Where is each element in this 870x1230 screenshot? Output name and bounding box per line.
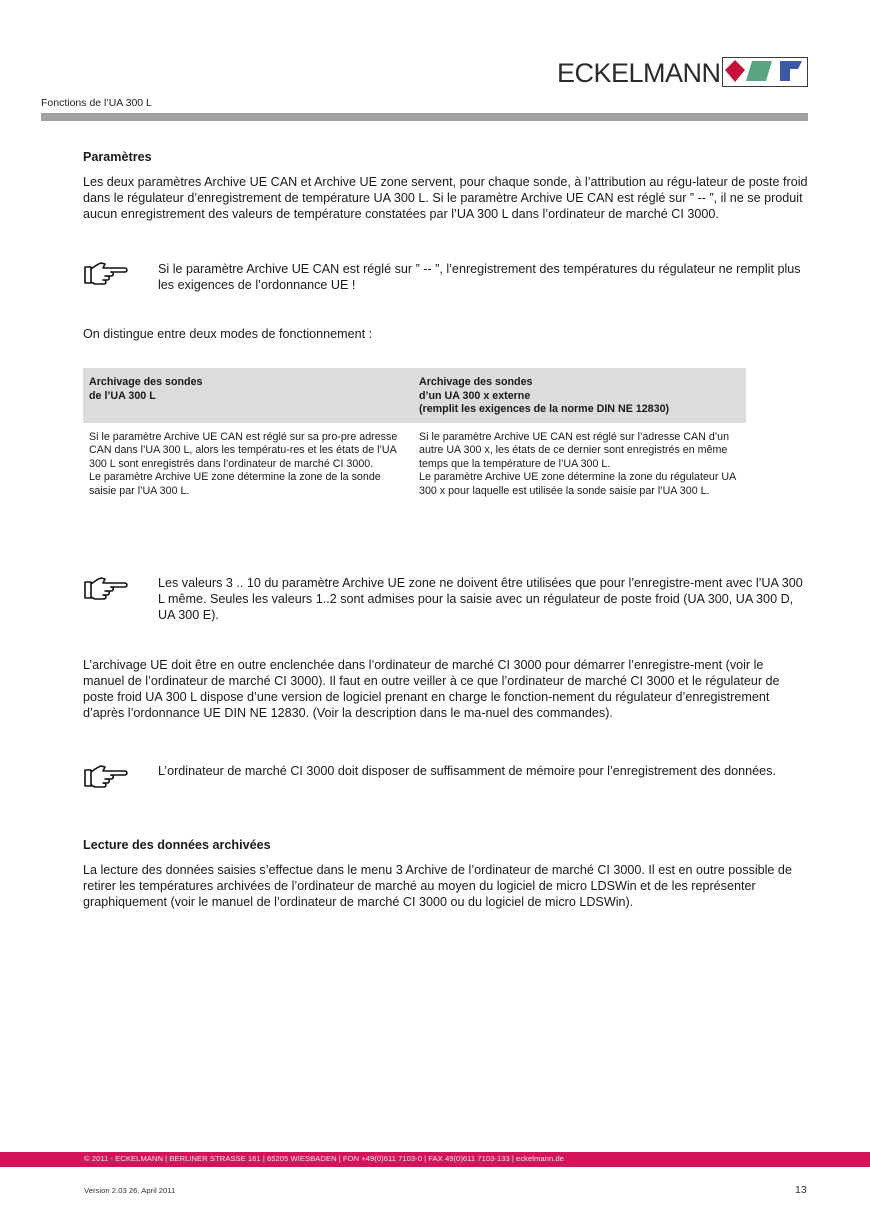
table-cell: Si le paramètre Archive UE CAN est réglé sur l’adresse CAN d’un autre UA 300 x, les états de ce dernier sont enregistrés en même temps que la température de l’UA 300 L. Le paramètre Archive UE zone détermine la zone du régulateur UA 300 x pour laquelle est utilisée la sonde saisie par l’UA 300 L. bbox=[419, 430, 736, 497]
lecture-heading: Lecture des données archivées bbox=[83, 838, 271, 852]
table-header-cell: Archivage des sondes d’un UA 300 x externe (remplit les exigences de la norme DIN NE 12830) bbox=[413, 368, 746, 423]
pointing-hand-icon bbox=[83, 764, 129, 790]
archivage-paragraph: L’archivage UE doit être en outre enclenchée dans l’ordinateur de marché CI 3000 pour démarrer l’enregistre-ment (voir le manuel de l’ordinateur de marché CI 3000). Il faut en outre veiller à ce que l’ordinateur de marché CI 3000 et le régulateur de poste froid UA 300 L dispose d’une version de logiciel prenant en charge le fonction-nement du régulateur d’enregistrement d’après l’ordonnance UE DIN NE 12830. (Voir la description dans le ma-nuel des commandes). bbox=[83, 658, 780, 720]
table-cell: Si le paramètre Archive UE CAN est réglé sur sa pro-pre adresse CAN dans l’UA 300 L, alors les températu-res et les états de l’UA 300 L sont enregistrés dans l’ordinateur de marché CI 3000. Le paramètre Archive UE zone détermine la zone de la sonde saisie par l’UA 300 L. bbox=[89, 430, 398, 497]
modes-table bbox=[83, 368, 746, 498]
lecture-paragraph: La lecture des données saisies s’effectue dans le menu 3 Archive de l’ordinateur de marché CI 3000. Il est en outre possible de retirer les températures archivées de l’ordinateur de marché au moyen du logiciel de micro LDSWin et de les représenter graphiquement (voir le manuel de l’ordinateur de marché CI 3000 ou du logiciel de micro LDSWin). bbox=[83, 863, 792, 909]
table-header-row bbox=[83, 368, 746, 423]
header-divider-bar bbox=[41, 113, 808, 121]
page-number: 13 bbox=[795, 1184, 807, 1196]
note-text: Les valeurs 3 .. 10 du paramètre Archive UE zone ne doivent être utilisées que pour l’enregistre-ment avec l’UA 300 L même. Seules les valeurs 1..2 sont admises pour la saisie avec un régulateur de poste froid (UA 300, UA 300 D, UA 300 E). bbox=[158, 576, 803, 622]
table-row bbox=[83, 423, 746, 499]
pointing-hand-icon bbox=[83, 261, 129, 287]
eckelmann-logo-icon bbox=[722, 57, 808, 87]
parametres-heading: Paramètres bbox=[83, 150, 152, 164]
pointing-hand-icon bbox=[83, 576, 129, 602]
note-text: L’ordinateur de marché CI 3000 doit disposer de suffisamment de mémoire pour l’enregistrement des données. bbox=[158, 764, 776, 778]
table-header-cell: Archivage des sondes de l’UA 300 L bbox=[83, 368, 413, 423]
company-logo-text: ECKELMANN bbox=[557, 58, 721, 88]
modes-intro: On distingue entre deux modes de fonctionnement : bbox=[83, 327, 373, 341]
footer-copyright: © 2011 - ECKELMANN | BERLINER STRASSE 161 | 65205 WIESBADEN | FON +49(0)611 7103-0 | FAX 49(0)611 7103-133 | eckelmann.de bbox=[84, 1154, 564, 1163]
note-text: Si le paramètre Archive UE CAN est réglé sur ” -- ”, l’enregistrement des températures du régulateur ne remplit plus les exigences de l’ordonnance UE ! bbox=[158, 262, 801, 292]
section-title: Fonctions de l’UA 300 L bbox=[41, 97, 152, 109]
parametres-paragraph: Les deux paramètres Archive UE CAN et Archive UE zone servent, pour chaque sonde, à l’attribution au régu-lateur de poste froid dans le régulateur d’enregistrement de température UA 300 L. Si le paramètre Archive UE CAN est réglé sur ” -- ”, il ne se produit aucun enregistrement des valeurs de température constatées par l’UA 300 L dans l’ordinateur de marché CI 3000. bbox=[83, 175, 808, 221]
version-info: Version 2.03 26. April 2011 bbox=[84, 1186, 176, 1195]
